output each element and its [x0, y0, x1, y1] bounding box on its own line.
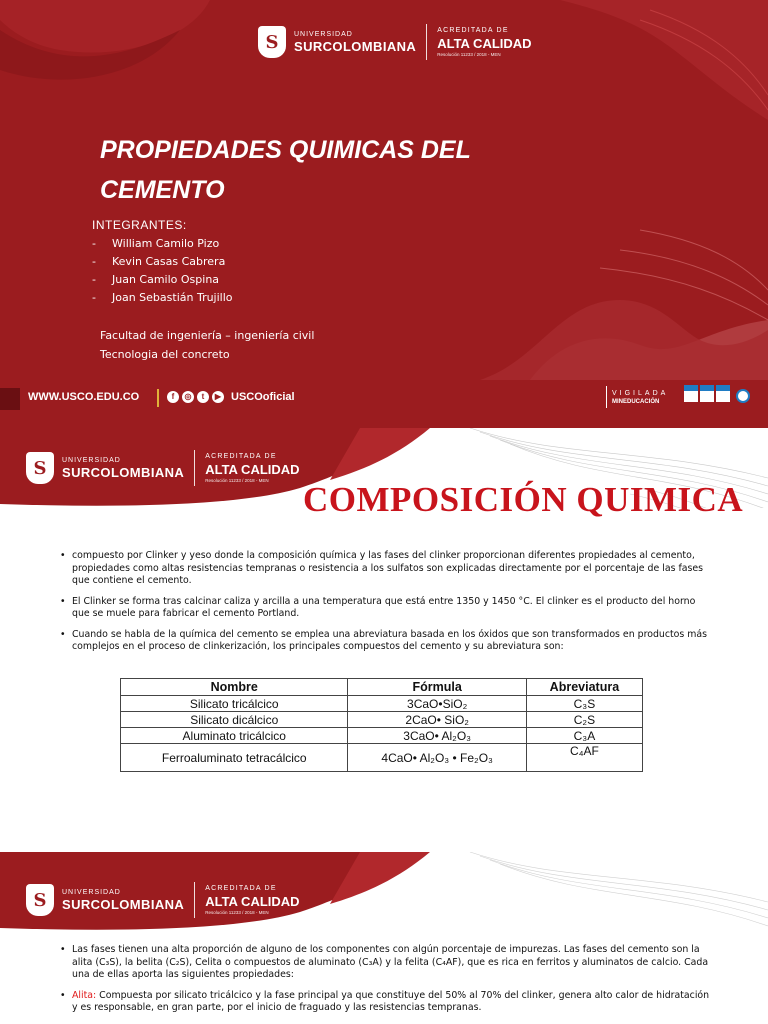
accreditation-badge: ACREDITADA DE ALTA CALIDAD Resolución 11233 / 2018 - MEN — [437, 26, 532, 57]
slide-footer — [0, 380, 768, 416]
composition-slide — [0, 428, 768, 832]
university-small-text: UNIVERSIDAD — [294, 31, 353, 38]
slide-separator — [0, 832, 768, 852]
members-list — [92, 235, 233, 307]
list-item: • compuesto por Clinker y yeso donde la composición química y las fases del clinker proporcionan diferentes propiedades al cemento, propiedades como altas resistencias tempranas o resistencia a los sulfatos son explicadas directamente por el porcentaje de las fases que contiene el cemento. — [60, 550, 710, 588]
list-item: - Joan Sebastián Trujillo — [92, 291, 233, 304]
phases-bullets — [60, 944, 710, 1023]
course-text: Tecnologia del concreto — [100, 348, 230, 361]
shield-icon: S — [258, 26, 286, 58]
list-item: - William Camilo Pizo — [92, 237, 220, 250]
header-nombre: Nombre — [121, 679, 348, 696]
table-row: Silicato dicálcico 2CaO• SiO₂ C₂S — [121, 712, 643, 728]
website-link[interactable]: WWW.USCO.EDU.CO — [28, 391, 140, 403]
youtube-icon[interactable]: ▶ — [212, 391, 224, 403]
list-item: • Alita: Compuesta por silicato tricálcico y la fase principal ya que constituye del 50% al 70% del clinker, genera alto calor de hidratación y es responsable, en gran parte, por el inicio de fraguado y las resistencias tempranas. — [60, 990, 710, 1015]
list-item: - Kevin Casas Cabrera — [92, 255, 226, 268]
twitter-icon[interactable]: t — [197, 391, 209, 403]
university-logo: S UNIVERSIDAD SURCOLOMBIANA ACREDITADA DE ALTA CALIDAD Resolución 11233 / 2018 - MEN — [26, 450, 300, 486]
compounds-table — [120, 678, 643, 772]
university-logo: S UNIVERSIDAD SURCOLOMBIANA ACREDITADA DE ALTA CALIDAD Resolución 11233 / 2018 - MEN — [26, 882, 300, 918]
phases-slide — [0, 852, 768, 1024]
slide-header-banner — [0, 852, 768, 932]
list-item: • Cuando se habla de la química del cemento se emplea una abreviatura basada en los óxidos que son transformados en productos más complejos en el proceso de clinkerización, los principales compuestos del cemento y su abreviatura son: — [60, 629, 710, 654]
list-item: • Las fases tienen una alta proporción de alguno de los componentes con algún porcentaje de impurezas. Las fases del cemento son la alita (C₃S), la belita (C₂S), Celita o compuestos de aluminato (C₃A) y la felita (C₄AF), que es rica en ferritos y aluminatos de calcio. Cada una de ellas aporta las siguientes propiedades: — [60, 944, 710, 982]
page-title: PROPIEDADES QUIMICAS DEL CEMENTO — [100, 136, 471, 204]
footer-divider — [157, 389, 159, 407]
faculty-info — [100, 326, 314, 364]
table-row: Ferroaluminato tetracálcico 4CaO• Al₂O₃ • Fe₂O₃ C₄AF — [121, 744, 643, 772]
university-name: SURCOLOMBIANA — [294, 39, 417, 54]
certification-icon — [700, 385, 714, 402]
social-handle[interactable]: USCOoficial — [231, 391, 295, 403]
composition-bullets — [60, 550, 710, 662]
certification-icon — [684, 385, 698, 402]
list-item: • El Clinker se forma tras calcinar caliza y arcilla a una temperatura que está entre 1350 y 1450 °C. El clinker es el producto del horno que se muele para fabricar el cemento Portland. — [60, 596, 710, 621]
table-row: Silicato tricálcico 3CaO•SiO₂ C₃S — [121, 696, 643, 712]
logo-divider — [426, 24, 427, 60]
table-header-row — [121, 679, 643, 696]
title-slide — [0, 0, 768, 428]
certification-seal-icon — [736, 389, 750, 403]
integrantes-label: INTEGRANTES: — [92, 218, 187, 232]
shield-icon: S — [26, 452, 54, 484]
social-icons — [167, 391, 224, 403]
vigilada-badge: VIGILADA MINEDUCACIÓN — [606, 386, 668, 408]
certification-icon — [716, 385, 730, 402]
facebook-icon[interactable]: f — [167, 391, 179, 403]
alita-term: Alita: — [72, 989, 97, 1001]
university-logo — [258, 24, 532, 60]
faculty-text: Facultad de ingeniería – ingeniería civil — [100, 329, 315, 342]
certification-icons — [684, 385, 730, 402]
instagram-icon[interactable]: ◎ — [182, 391, 194, 403]
header-abreviatura: Abreviatura — [526, 679, 642, 696]
header-formula: Fórmula — [348, 679, 526, 696]
slide-title: COMPOSICIÓN QUIMICA — [303, 480, 744, 519]
list-item: - Juan Camilo Ospina — [92, 273, 220, 286]
footer-marker — [0, 388, 20, 410]
shield-icon: S — [26, 884, 54, 916]
table-row: Aluminato tricálcico 3CaO• Al₂O₃ C₃A — [121, 728, 643, 744]
